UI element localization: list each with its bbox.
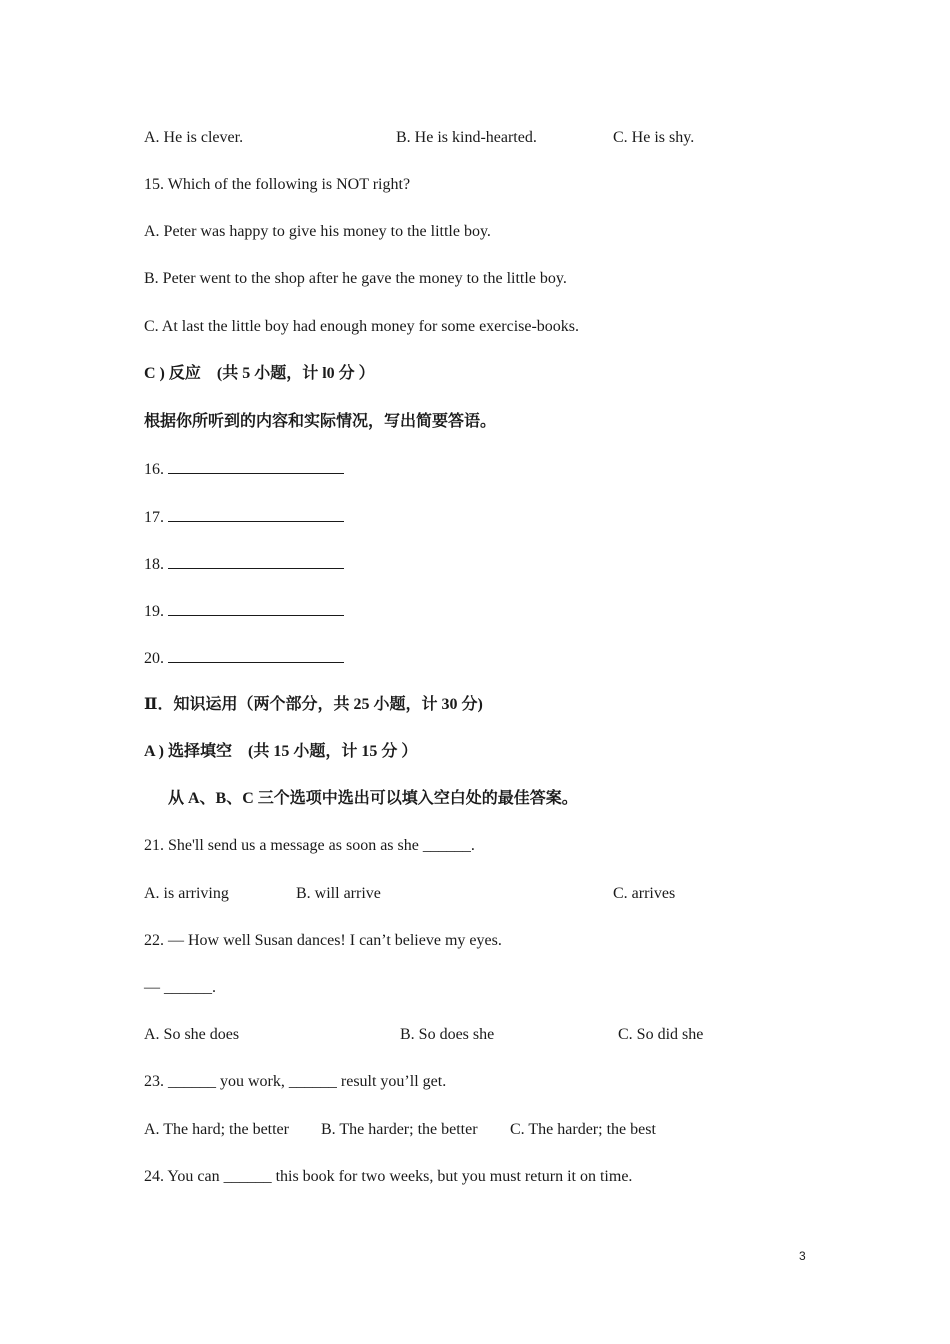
q23-option-c: C. The harder; the best [510,1121,656,1138]
answer-line-17 [144,506,344,528]
q23-option-a: A. The hard; the better [144,1121,289,1138]
q22-reply: — ______. [144,979,216,996]
q21-option-c: C. arrives [613,885,676,902]
q24-stem: 24. You can ______ this book for two weeks, but you must return it on time. [144,1168,633,1185]
section-a-instruction: 从 A、B、C 三个选项中选出可以填入空白处的最佳答案。 [168,790,578,807]
q22-option-a: A. So she does [144,1026,240,1043]
q23-stem: 23. ______ you work, ______ result you’ll get. [144,1073,447,1090]
part2-title: Ⅱ．知识运用（两个部分，共 25 小题，计 30 分) [144,696,483,713]
section-c-title: C ) 反应 (共 5 小题，计 l0 分 ） [144,365,375,382]
answer-blank[interactable] [168,553,344,569]
q21-option-a: A. is arriving [144,885,229,902]
answer-number: 20. [144,650,164,667]
answer-number: 19. [144,603,164,620]
answer-line-18 [144,553,344,575]
q22-stem: 22. — How well Susan dances! I can’t believe my eyes. [144,932,502,949]
page-number: 3 [799,1249,806,1263]
answer-number: 18. [144,556,164,573]
q15-option-c: C. At last the little boy had enough money for some exercise-books. [144,318,580,335]
answer-blank[interactable] [168,506,344,522]
answer-number: 17. [144,509,164,526]
q15-option-b: B. Peter went to the shop after he gave the money to the little boy. [144,270,567,287]
q21-stem: 21. She'll send us a message as soon as she ______. [144,837,475,854]
section-a-title: A ) 选择填空 (共 15 小题，计 15 分 ） [144,743,418,760]
q21-option-b: B. will arrive [296,885,381,902]
q14-option-a: A. He is clever. [144,129,244,146]
answer-line-19 [144,600,344,622]
q22-option-b: B. So does she [400,1026,495,1043]
q22-option-c: C. So did she [618,1026,704,1043]
answer-line-20 [144,647,344,669]
q14-option-c: C. He is shy. [613,129,695,146]
answer-blank[interactable] [168,647,344,663]
section-c-instruction: 根据你所听到的内容和实际情况，写出简要答语。 [144,413,497,430]
answer-number: 16. [144,461,164,478]
answer-line-16 [144,458,344,480]
q14-option-b: B. He is kind-hearted. [396,129,537,146]
q23-option-b: B. The harder; the better [321,1121,478,1138]
answer-blank[interactable] [168,458,344,474]
answer-blank[interactable] [168,600,344,616]
q15-stem: 15. Which of the following is NOT right? [144,176,411,193]
q15-option-a: A. Peter was happy to give his money to the little boy. [144,223,491,240]
